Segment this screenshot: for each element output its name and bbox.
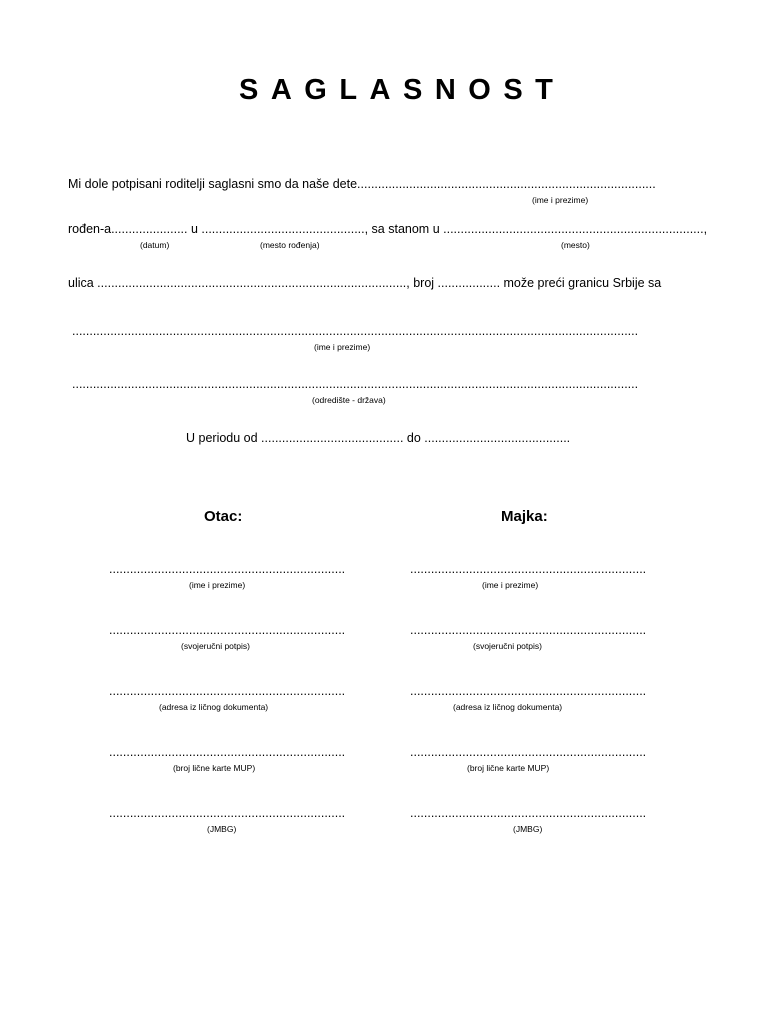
- father-address-line: ....................................................................: [109, 684, 346, 698]
- mother-id-card-line: ....................................................................: [410, 745, 647, 759]
- caption-destination: (odredište - država): [312, 395, 386, 405]
- mother-signature-caption: (svojeručni potpis): [473, 641, 542, 651]
- document-title: SAGLASNOST: [239, 74, 566, 106]
- mother-jmbg-caption: (JMBG): [513, 824, 543, 834]
- caption-birth-place: (mesto rođenja): [260, 240, 320, 250]
- mother-id-card-caption: (broj lične karte MUP): [467, 763, 550, 773]
- father-signature-line: ....................................................................: [109, 623, 346, 637]
- mother-heading: Majka:: [501, 508, 548, 525]
- consent-line-period: U periodu od ......................................... do ..........................................: [186, 431, 571, 445]
- mother-name-caption: (ime i prezime): [482, 580, 539, 590]
- father-id-card-line: ....................................................................: [109, 745, 346, 759]
- mother-jmbg-line: ....................................................................: [410, 806, 647, 820]
- caption-companion-name: (ime i prezime): [314, 342, 371, 352]
- father-id-card-caption: (broj lične karte MUP): [173, 763, 256, 773]
- father-name-caption: (ime i prezime): [189, 580, 246, 590]
- father-jmbg-caption: (JMBG): [207, 824, 237, 834]
- father-heading: Otac:: [204, 508, 243, 525]
- consent-line-street: ulica ........................................................................................., broj .................. može preći granicu Srbije sa: [68, 276, 662, 290]
- consent-line-birth: rođen-a...................... u ..............................................., sa stanom u ...........................................................................,: [68, 222, 708, 236]
- mother-name-line: ....................................................................: [410, 562, 647, 576]
- caption-residence-place: (mesto): [561, 240, 590, 250]
- father-jmbg-line: ....................................................................: [109, 806, 346, 820]
- mother-signature-line: ....................................................................: [410, 623, 647, 637]
- father-address-caption: (adresa iz ličnog dokumenta): [159, 702, 269, 712]
- caption-birth-date: (datum): [140, 240, 170, 250]
- consent-line-companion: ...................................................................................................................................................................: [72, 324, 639, 338]
- father-signature-caption: (svojeručni potpis): [181, 641, 250, 651]
- mother-address-line: ....................................................................: [410, 684, 647, 698]
- mother-address-caption: (adresa iz ličnog dokumenta): [453, 702, 563, 712]
- caption-child-name: (ime i prezime): [532, 195, 589, 205]
- father-name-line: ....................................................................: [109, 562, 346, 576]
- consent-line-child: Mi dole potpisani roditelji saglasni smo da naše dete......................................................................................: [68, 177, 656, 191]
- consent-line-destination: ...................................................................................................................................................................: [72, 377, 639, 391]
